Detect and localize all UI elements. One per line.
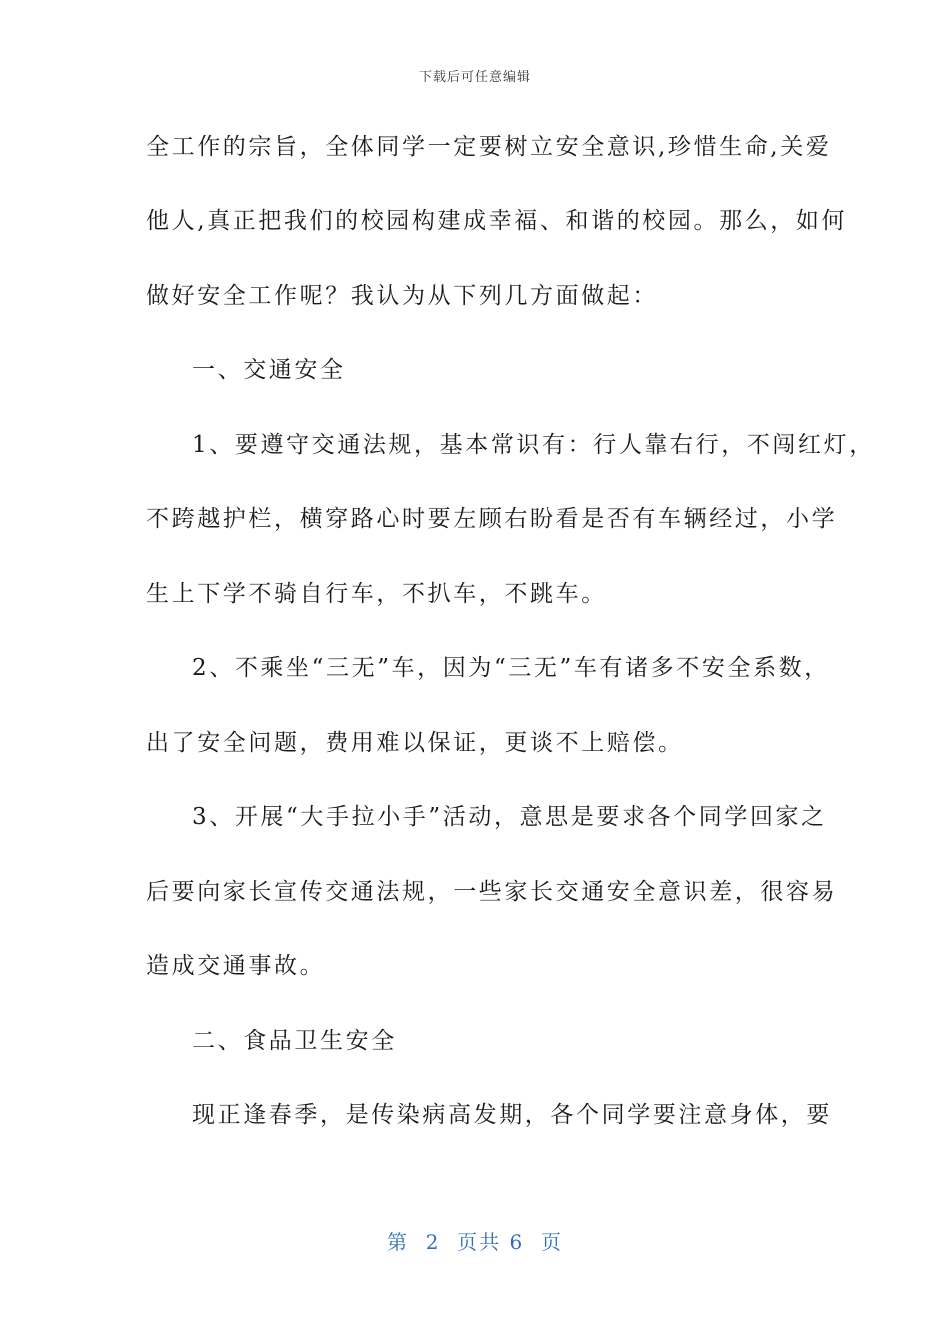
paragraph-line: 不跨越护栏，横穿路心时要左顾右盼看是否有车辆经过，小学 <box>146 506 838 532</box>
paragraph-line: 他人,真正把我们的校园构建成幸福、和谐的校园。那么，如何 <box>146 208 848 234</box>
paragraph-line: 全工作的宗旨，全体同学一定要树立安全意识,珍惜生命,关爱 <box>146 134 832 160</box>
paragraph-line: 2、不乘坐“三无”车，因为“三无”车有诸多不安全系数， <box>192 655 830 681</box>
paragraph-line: 1、要遵守交通法规，基本常识有：行人靠右行，不闯红灯， <box>192 432 875 458</box>
paragraph-line: 现正逢春季，是传染病高发期，各个同学要注意身体，要 <box>192 1102 832 1128</box>
paragraph-line: 3、开展“大手拉小手”活动，意思是要求各个同学回家之 <box>192 804 827 830</box>
page-number-footer: 第 2 页共 6 页 <box>387 1230 563 1254</box>
paragraph-line: 后要向家长宣传交通法规，一些家长交通安全意识差，很容易 <box>146 879 838 905</box>
paragraph-line: 出了安全问题，费用难以保证，更谈不上赔偿。 <box>146 730 684 756</box>
paragraph-line: 做好安全工作呢？我认为从下列几方面做起： <box>146 283 658 309</box>
paragraph-line: 生上下学不骑自行车，不扒车，不跳车。 <box>146 581 607 607</box>
page-header-note: 下载后可任意编辑 <box>418 70 531 85</box>
paragraph-line: 造成交通事故。 <box>146 953 326 979</box>
section-heading-traffic: 一、交通安全 <box>192 357 346 383</box>
section-heading-food: 二、食品卫生安全 <box>192 1028 397 1054</box>
